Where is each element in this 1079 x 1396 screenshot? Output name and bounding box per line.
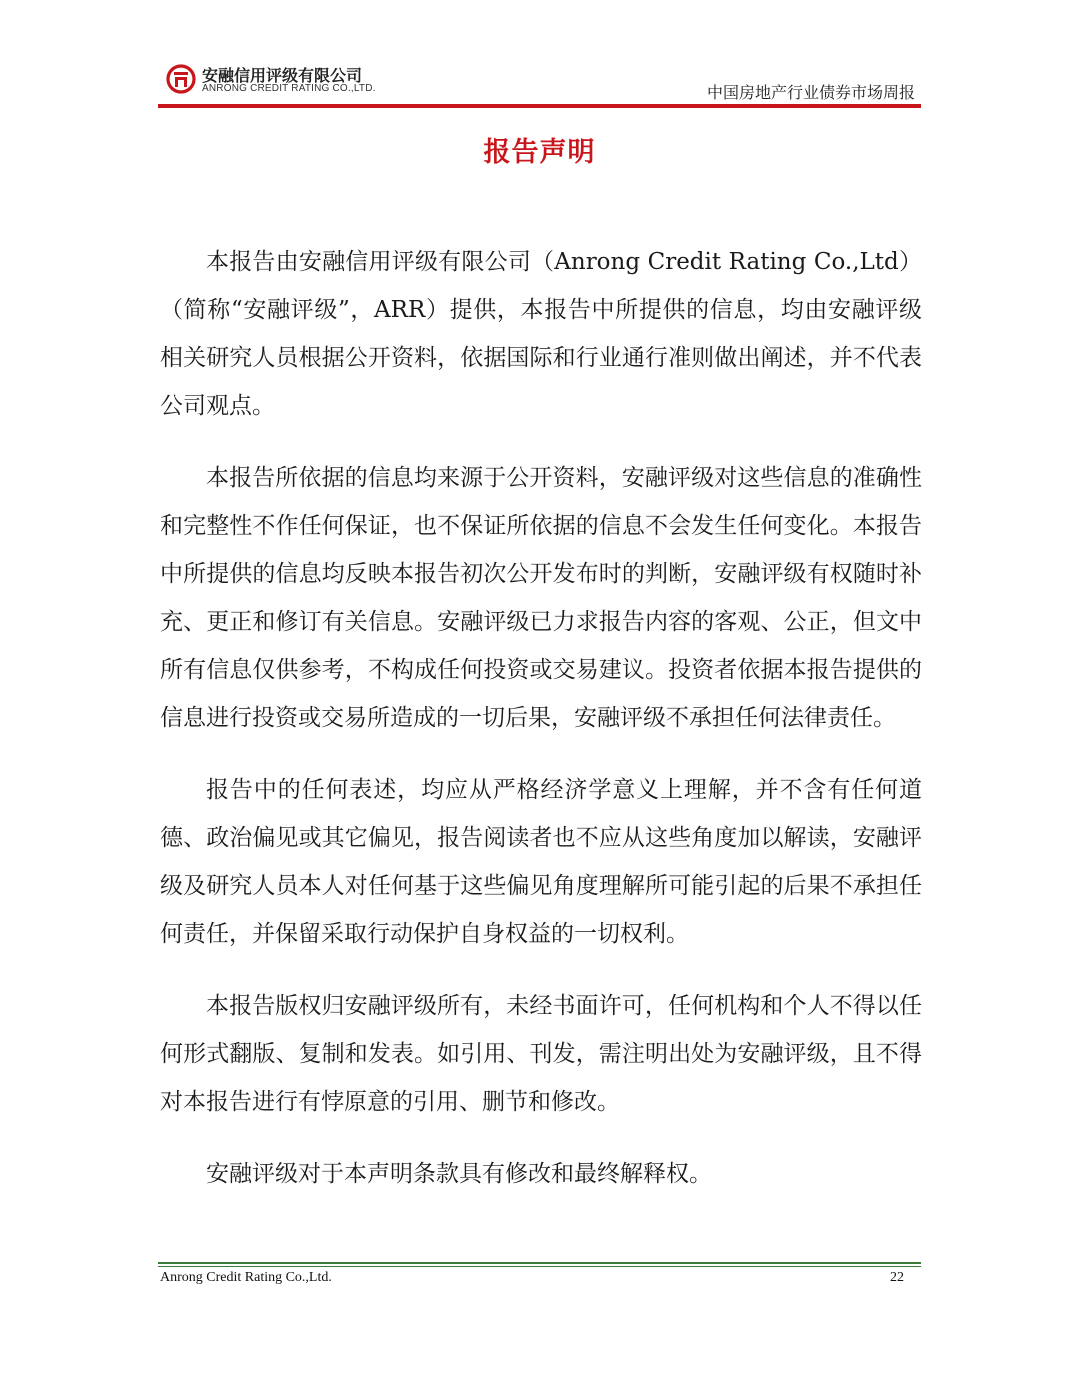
anrong-logo-icon	[166, 64, 196, 94]
report-name: 中国房地产行业债券市场周报	[706, 83, 915, 102]
footer-divider-thin	[158, 1266, 921, 1267]
paragraph: 报告中的任何表述，均应从严格经济学意义上理解，并不含有任何道德、政治偏见或其它偏见，报告阅读者也不应从这些角度加以解读，安融评级及研究人员本人对任何基于这些偏见角度理解所可能引起的后果不承担任何责任，并保留采取行动保护自身权益的一切权利。	[160, 777, 922, 947]
paragraph: 安融评级对于本声明条款具有修改和最终解释权。	[206, 1161, 712, 1187]
company-name-en: ANRONG CREDIT RATING CO.,LTD.	[202, 83, 376, 94]
declaration-body	[160, 238, 922, 1222]
paragraph: 本报告版权归安融评级所有，未经书面许可，任何机构和个人不得以任何形式翻版、复制和发表。如引用、刊发，需注明出处为安融评级，且不得对本报告进行有悖原意的引用、删节和修改。	[160, 993, 922, 1115]
page-title: 报告声明	[483, 137, 596, 168]
company-name-cn: 安融信用评级有限公司	[202, 66, 363, 85]
paragraph: 本报告由安融信用评级有限公司（Anrong Credit Rating Co.,Ltd）（简称“安融评级”，ARR）提供，本报告中所提供的信息，均由安融评级相关研究人员根据公开资料，依据国际和行业通行准则做出阐述，并不代表公司观点。	[160, 249, 922, 419]
paragraph: 本报告所依据的信息均来源于公开资料，安融评级对这些信息的准确性和完整性不作任何保证，也不保证所依据的信息不会发生任何变化。本报告中所提供的信息均反映本报告初次公开发布时的判断，安融评级有权随时补充、更正和修订有关信息。安融评级已力求报告内容的客观、公正，但文中所有信息仅供参考，不构成任何投资或交易建议。投资者依据本报告提供的信息进行投资或交易所造成的一切后果，安融评级不承担任何法律责任。	[160, 465, 922, 731]
footer-divider	[158, 1262, 921, 1264]
footer-company: Anrong Credit Rating Co.,Ltd.	[160, 1270, 332, 1285]
page-header	[158, 60, 921, 108]
page-number: 22	[890, 1270, 904, 1285]
header-divider	[158, 104, 921, 108]
